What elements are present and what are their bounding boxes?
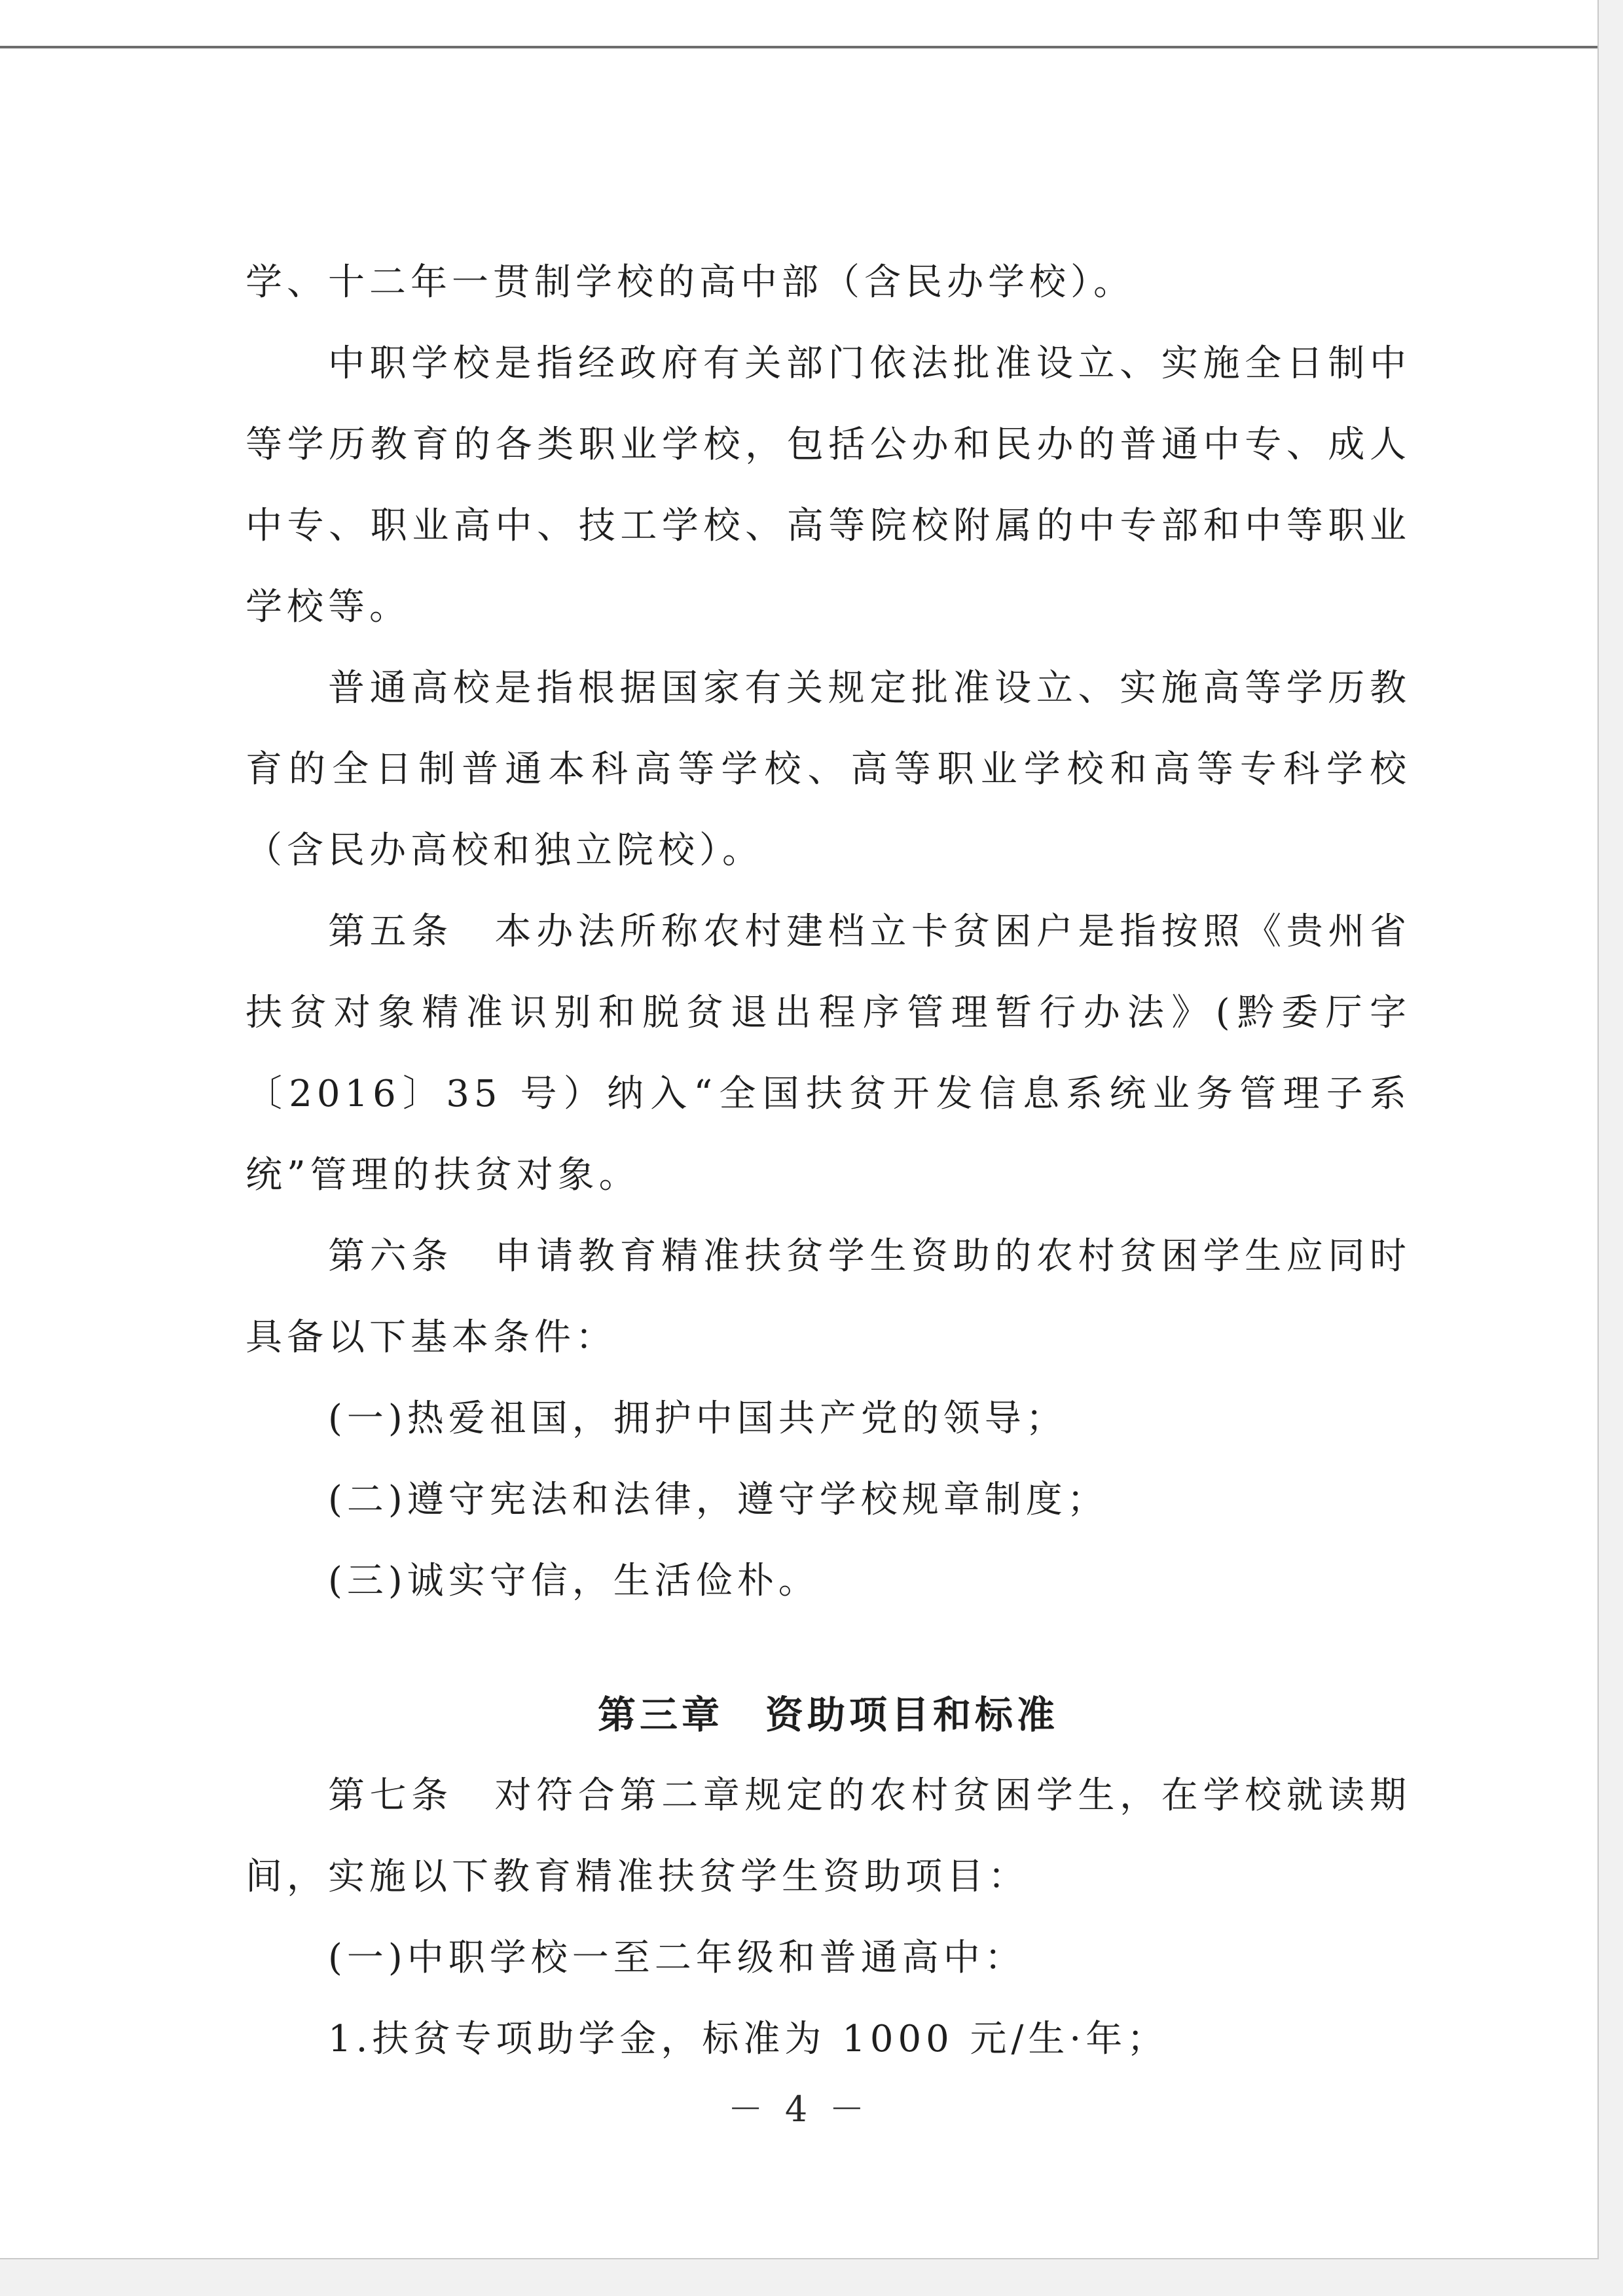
article-7: 第七条 对符合第二章规定的农村贫困学生，在学校就读期间，实施以下教育精准扶贫学生资助项目： bbox=[246, 1774, 1411, 1898]
paragraph-continuation: 学、十二年一贯制学校的高中部（含民办学校）。 bbox=[246, 261, 1135, 304]
page-number: － 4 － bbox=[727, 2089, 870, 2130]
paragraph-vocational-schools: 中职学校是指经政府有关部门依法批准设立、实施全日制中等学历教育的各类职业学校，包括公办和民办的普通中专、成人中专、职业高中、技工学校、高等院校附属的中专部和中等职业学校等。 bbox=[246, 342, 1411, 628]
document-body bbox=[246, 242, 1411, 2080]
section-gap bbox=[246, 1622, 1411, 1674]
article-5: 第五条 本办法所称农村建档立卡贫困户是指按照《贵州省扶贫对象精准识别和脱贫退出程序管理暂行办法》(黔委厅字〔2016〕35 号）纳入“全国扶贫开发信息系统业务管理子系统”管理的扶贫对象。 bbox=[246, 910, 1411, 1196]
top-rule bbox=[0, 46, 1597, 48]
condition-item-3: (三)诚实守信，生活俭朴。 bbox=[328, 1560, 820, 1602]
condition-item-2: (二)遵守宪法和法律，遵守学校规章制度； bbox=[328, 1479, 1108, 1521]
subsidy-item-1: 1.扶贫专项助学金，标准为 1000 元/生·年； bbox=[328, 2018, 1169, 2060]
project-item-1: (一)中职学校一至二年级和普通高中： bbox=[328, 1937, 1026, 1979]
condition-item-1: (一)热爱祖国，拥护中国共产党的领导； bbox=[328, 1397, 1067, 1440]
chapter-heading: 第三章 资助项目和标准 bbox=[597, 1693, 1059, 1737]
paragraph-colleges: 普通高校是指根据国家有关规定批准设立、实施高等学历教育的全日制普通本科高等学校、高等职业学校和高等专科学校（含民办高校和独立院校）。 bbox=[246, 667, 1411, 872]
article-6: 第六条 申请教育精准扶贫学生资助的农村贫困学生应同时具备以下基本条件： bbox=[246, 1235, 1411, 1359]
